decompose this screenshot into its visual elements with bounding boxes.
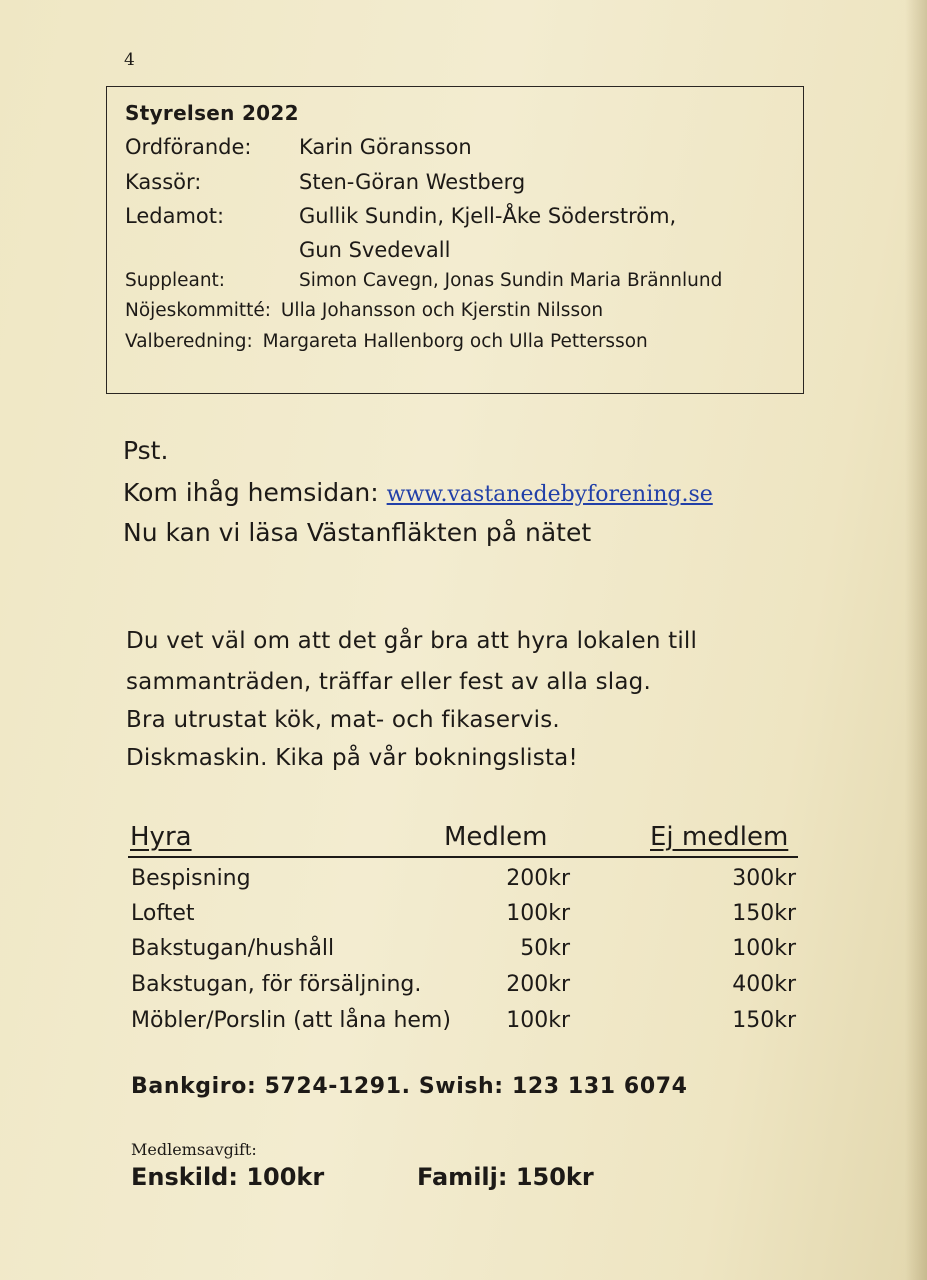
board-title: Styrelsen 2022: [125, 101, 299, 125]
rates-non-member-price: 150kr: [732, 1008, 796, 1033]
rates-member-price: 50kr: [520, 936, 570, 961]
board-role-value: Simon Cavegn, Jonas Sundin Maria Brännlund: [299, 270, 723, 291]
rates-item: Möbler/Porslin (att låna hem): [131, 1008, 451, 1033]
board-role-value: Ulla Johansson och Kjerstin Nilsson: [280, 300, 604, 321]
website-link[interactable]: www.vastanedebyforening.se: [386, 482, 713, 507]
pst-text: Pst.: [123, 436, 169, 465]
rates-row: [0, 901, 927, 931]
membership-label: Medlemsavgift:: [131, 1140, 257, 1159]
hire-info-line: sammanträden, träffar eller fest av alla slag.: [126, 669, 651, 695]
board-role-label: Ledamot:: [125, 204, 225, 228]
rates-member-price: 100kr: [506, 901, 570, 926]
board-role-value: Gun Svedevall: [299, 238, 451, 262]
rates-item: Bespisning: [131, 866, 251, 891]
board-role-label: Nöjeskommitté:: [125, 300, 271, 321]
rates-row: [0, 1008, 927, 1038]
hire-info-line: Du vet väl om att det går bra att hyra lokalen till: [126, 628, 698, 654]
rates-item: Bakstugan/hushåll: [131, 936, 335, 961]
rates-member-price: 200kr: [506, 866, 570, 891]
hire-info-line: Bra utrustat kök, mat- och fikaservis.: [126, 707, 560, 733]
board-role-value: Karin Göransson: [299, 135, 472, 159]
online-line: Nu kan vi läsa Västanfläkten på nätet: [123, 518, 592, 547]
rates-row: [0, 866, 927, 896]
rates-header-non-member: Ej medlem: [650, 822, 789, 852]
board-role-label: Ordförande:: [125, 135, 252, 159]
payment-details: Bankgiro: 5724-1291. Swish: 123 131 6074: [131, 1074, 688, 1099]
hire-info-line: Diskmaskin. Kika på vår bokningslista!: [126, 745, 578, 771]
website-prefix: Kom ihåg hemsidan:: [123, 478, 387, 507]
board-role-label: Suppleant:: [125, 270, 226, 291]
rates-non-member-price: 100kr: [732, 936, 796, 961]
board-role-value: Margareta Hallenborg och Ulla Pettersson: [262, 331, 648, 352]
board-role-label: Valberedning:: [125, 331, 253, 352]
rates-row: [0, 936, 927, 966]
rates-header-item: Hyra: [130, 822, 192, 852]
rates-header-member: Medlem: [444, 822, 548, 852]
rates-non-member-price: 300kr: [732, 866, 796, 891]
membership-individual: Enskild: 100kr: [131, 1163, 325, 1191]
rates-non-member-price: 400kr: [732, 972, 796, 997]
website-line: [123, 478, 713, 507]
rates-member-price: 200kr: [506, 972, 570, 997]
board-box: [106, 86, 804, 394]
board-row-nomination: [125, 331, 648, 352]
rates-item: Loftet: [131, 901, 195, 926]
rates-member-price: 100kr: [506, 1008, 570, 1033]
board-role-label: Kassör:: [125, 170, 202, 194]
rates-row: [0, 972, 927, 1002]
board-role-value: Sten-Göran Westberg: [299, 170, 526, 194]
membership-family: Familj: 150kr: [417, 1163, 594, 1191]
rates-item: Bakstugan, för försäljning.: [131, 972, 422, 997]
rates-non-member-price: 150kr: [732, 901, 796, 926]
page-number: 4: [124, 50, 135, 70]
board-row-entertainment: [125, 300, 603, 321]
rates-header-rule: [128, 856, 798, 858]
board-role-value: Gullik Sundin, Kjell-Åke Söderström,: [299, 204, 677, 228]
